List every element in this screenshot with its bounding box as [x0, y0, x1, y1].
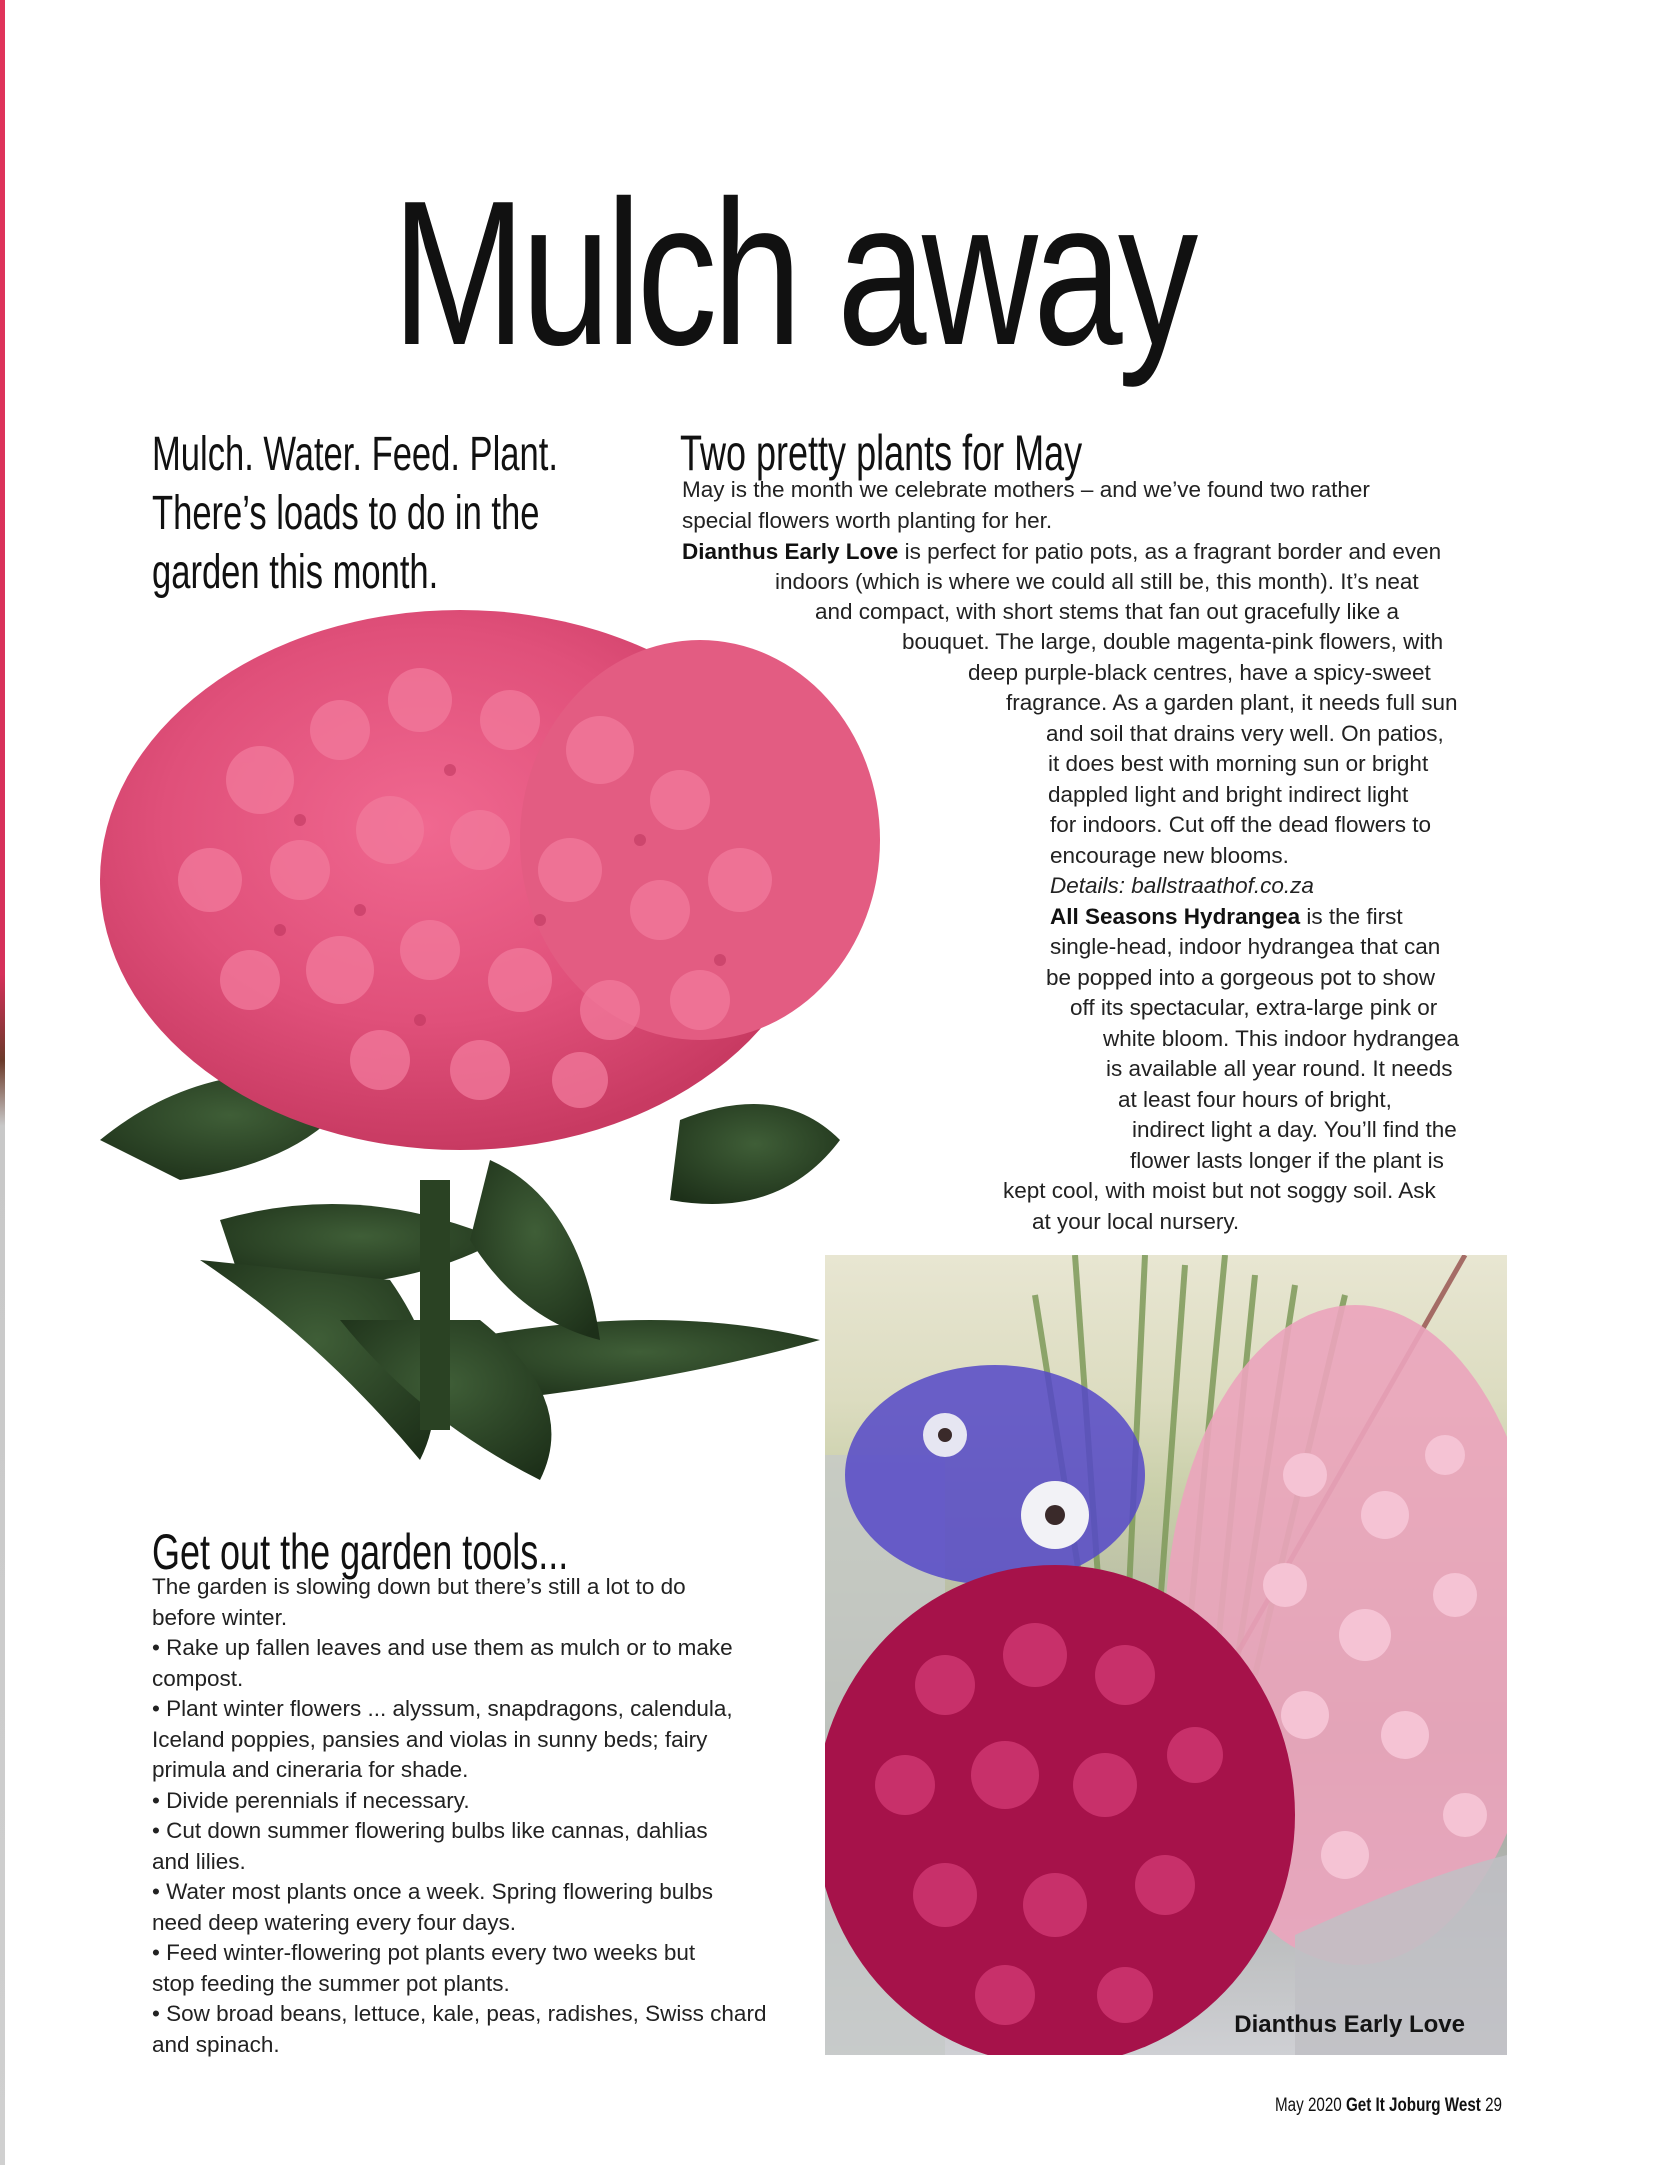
hydrangea-line: at your local nursery. [1032, 1209, 1240, 1234]
dianthus-line: dappled light and bright indirect light [1048, 782, 1409, 807]
tools-line: before winter. [152, 1604, 288, 1630]
dianthus-line: it does best with morning sun or bright [1048, 751, 1429, 776]
hydrangea-line: is available all year round. It needs [1106, 1056, 1453, 1081]
plants-heading: Two pretty plants for May [680, 425, 1083, 481]
lead-line: May is the month we celebrate mothers – and we’ve found two rather [682, 477, 1370, 502]
hydrangea-line: indirect light a day. You’ll find the [1132, 1117, 1457, 1142]
photo-caption: Dianthus Early Love [1234, 2011, 1465, 2038]
hydrangea-line: at least four hours of bright, [1118, 1087, 1392, 1112]
page-footer [1275, 2095, 1502, 2117]
dianthus-line: for indoors. Cut off the dead flowers to [1050, 812, 1432, 837]
dianthus-illustration [825, 1255, 1507, 2055]
hydrangea-first-line: All Seasons Hydrangea is the first [1050, 904, 1403, 929]
tools-line: • Feed winter-flowering pot plants every two weeks but [152, 1940, 696, 1965]
dianthus-name: Dianthus Early Love [682, 539, 899, 564]
dianthus-line: deep purple-black centres, have a spicy-sweet [968, 660, 1431, 685]
intro-deck [152, 425, 558, 602]
dianthus-photo [825, 1255, 1507, 2055]
tools-line: • Sow broad beans, lettuce, kale, peas, radishes, Swiss chard [152, 2001, 767, 2026]
page-number: 29 [1485, 2095, 1502, 2116]
hydrangea-line: flower lasts longer if the plant is [1130, 1148, 1444, 1173]
left-edge-color-strip [0, 0, 5, 2165]
dianthus-line: indoors (which is where we could all still be, this month). It’s neat [775, 569, 1419, 594]
hydrangea-line: single-head, indoor hydrangea that can [1050, 934, 1441, 959]
hydrangea-line: be popped into a gorgeous pot to show [1046, 965, 1436, 990]
dianthus-line: and compact, with short stems that fan out gracefully like a [815, 599, 1400, 624]
tools-line: and spinach. [152, 2031, 280, 2057]
tools-line: • Plant winter flowers ... alyssum, snapdragons, calendula, [152, 1696, 733, 1721]
tools-line: primula and cineraria for shade. [152, 1757, 469, 1782]
tools-list [152, 1572, 766, 2060]
dianthus-first-line: Dianthus Early Love is perfect for patio pots, as a fragrant border and even [682, 539, 1442, 564]
dianthus-line: encourage new blooms. [1050, 843, 1289, 868]
tools-line: need deep watering every four days. [152, 1909, 516, 1935]
footer-date: May 2020 [1275, 2095, 1342, 2116]
tools-line: compost. [152, 1665, 244, 1691]
details-link[interactable]: Details: ballstraathof.co.za [1050, 873, 1314, 898]
tools-line: • Divide perennials if necessary. [152, 1787, 470, 1813]
footer-publication: Get It Joburg West [1345, 2095, 1481, 2116]
tools-line: and lilies. [152, 1848, 246, 1874]
hydrangea-line: kept cool, with moist but not soggy soil. Ask [1003, 1178, 1436, 1203]
intro-line: garden this month. [152, 546, 439, 599]
lead-line: special flowers worth planting for her. [682, 508, 1053, 533]
tools-line: stop feeding the summer pot plants. [152, 1970, 510, 1996]
hydrangea-line: white bloom. This indoor hydrangea [1103, 1026, 1460, 1051]
page-title: Mulch away [392, 158, 1194, 388]
dianthus-line: bouquet. The large, double magenta-pink flowers, with [902, 629, 1444, 654]
dianthus-line: and soil that drains very well. On patios, [1046, 721, 1444, 746]
intro-line: Mulch. Water. Feed. Plant. [152, 428, 558, 481]
tools-line: • Cut down summer flowering bulbs like cannas, dahlias [152, 1818, 708, 1843]
intro-line: There’s loads to do in the [152, 487, 540, 540]
tools-line: The garden is slowing down but there’s still a lot to do [152, 1574, 686, 1599]
dianthus-line: fragrance. As a garden plant, it needs full sun [1006, 690, 1458, 715]
tools-line: • Water most plants once a week. Spring flowering bulbs [152, 1879, 714, 1904]
tools-line: • Rake up fallen leaves and use them as mulch or to make [152, 1635, 733, 1660]
hydrangea-line: off its spectacular, extra-large pink or [1070, 995, 1438, 1020]
tools-line: Iceland poppies, pansies and violas in sunny beds; fairy [152, 1726, 708, 1752]
hydrangea-name: All Seasons Hydrangea [1050, 904, 1301, 929]
tools-heading: Get out the garden tools... [152, 1524, 569, 1580]
